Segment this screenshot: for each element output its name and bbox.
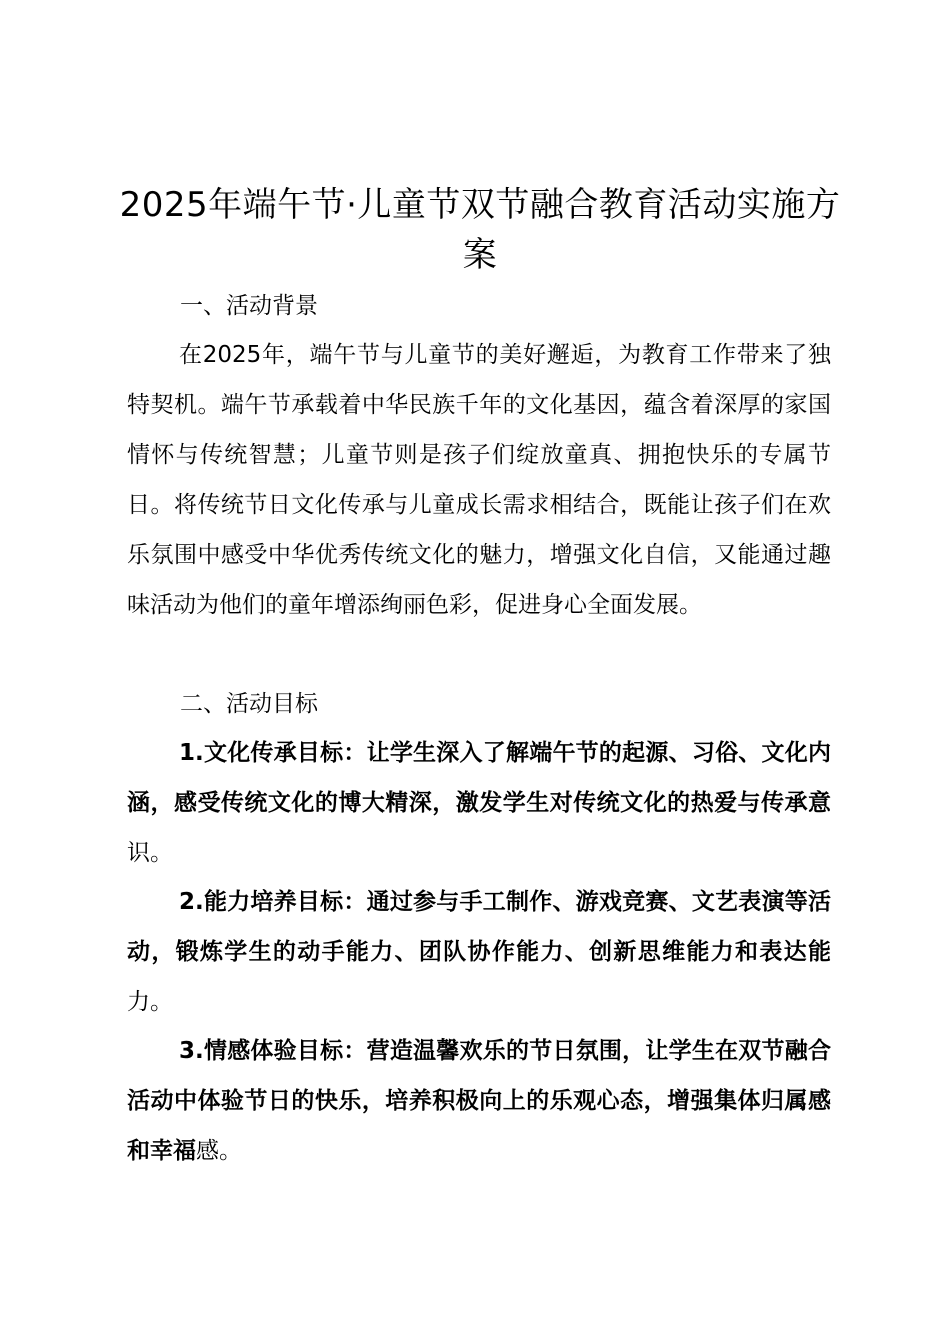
goal-text-tail: 力。: [127, 989, 173, 1015]
goal-item-emotion: [127, 1026, 831, 1176]
goal-text: 2.能力培养目标：通过参与手工制作、游戏竞赛、文艺表演等活动，锻炼学生的动手能力、团队协作能力、创新思维能力和表达能: [127, 889, 831, 965]
goal-text-tail: 感。: [196, 1138, 242, 1164]
goal-text: 3.情感体验目标：营造温馨欢乐的节日氛围，让学生在双节融合活动中体验节日的快乐，培养积极向上的乐观心态，增强集体归属感和幸福: [127, 1038, 831, 1164]
background-paragraph: 在2025年，端午节与儿童节的美好邂逅，为教育工作带来了独特契机。端午节承载着中华民族千年的文化基因，蕴含着深厚的家国情怀与传统智慧；儿童节则是孩子们绽放童真、拥抱快乐的专属节日。将传统节日文化传承与儿童成长需求相结合，既能让孩子们在欢乐氛围中感受中华优秀传统文化的魅力，增强文化自信，又能通过趣味活动为他们的童年增添绚丽色彩，促进身心全面发展。: [127, 342, 831, 618]
goal-item-ability: [127, 877, 831, 1027]
section-heading-goals: 二、活动目标: [180, 691, 318, 717]
goal-text-tail: 识。: [127, 840, 173, 866]
document-title: 2025年端午节·儿童节双节融合教育活动实施方案: [119, 185, 841, 275]
section-heading-background: 一、活动背景: [180, 293, 318, 319]
goal-item-culture: [127, 728, 831, 878]
goal-text: 1.文化传承目标：让学生深入了解端午节的起源、习俗、文化内涵，感受传统文化的博大精深，激发学生对传统文化的热爱与传承意: [127, 740, 831, 816]
